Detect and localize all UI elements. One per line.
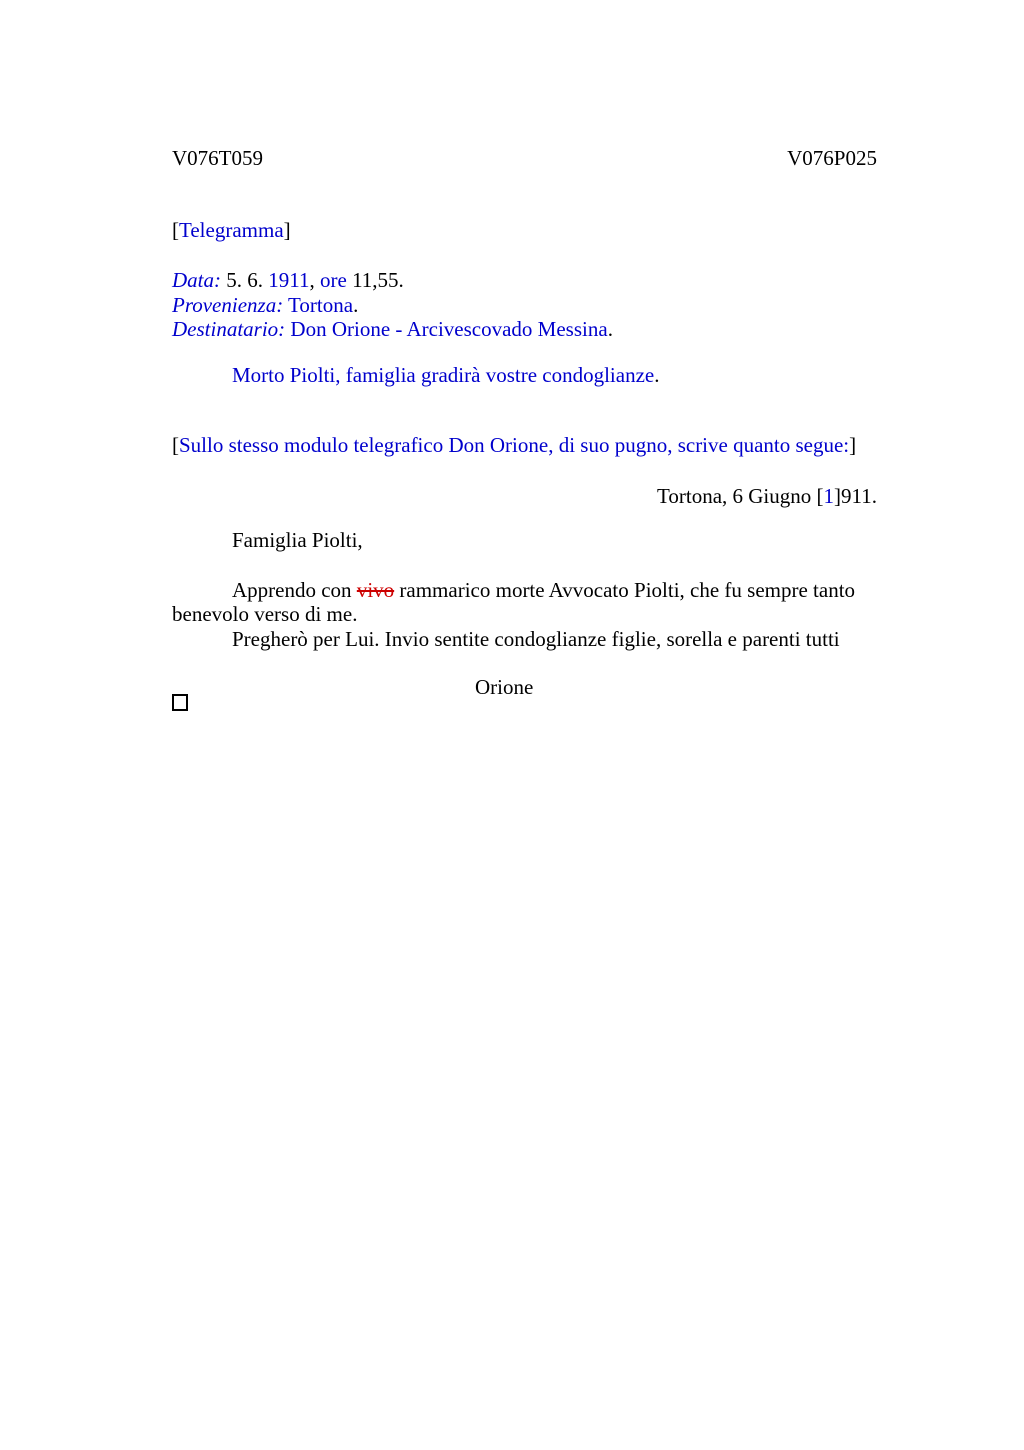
body-paragraph-1: [172, 578, 877, 627]
destinatario-label: Destinatario:: [172, 317, 286, 341]
dateline: [172, 484, 877, 509]
destinatario-value: Don Orione - Arcivescovado Messina: [285, 317, 608, 341]
editor-note: [172, 433, 877, 458]
editor-note-text: Sullo stesso modulo telegrafico Don Orione, di suo pugno, scrive quanto segue:: [179, 433, 850, 457]
bracket-close: ]: [834, 483, 842, 508]
period: .: [654, 362, 660, 387]
struck-word: vivo: [356, 577, 395, 602]
bracket-close: ]: [283, 217, 291, 242]
provenienza-line: [172, 293, 877, 318]
doc-code-left: V076T059: [172, 146, 263, 170]
telegramma-label: Telegramma: [179, 217, 284, 242]
period: .: [353, 292, 359, 317]
data-value-part: 5. 6.: [221, 268, 269, 292]
data-label: Data:: [172, 268, 221, 292]
provenienza-label: Provenienza:: [172, 292, 284, 317]
signature: Orione: [475, 675, 534, 699]
empty-square-icon: [172, 694, 188, 711]
telegramma-heading: [172, 218, 877, 243]
data-value-part: ore: [314, 268, 347, 292]
paragraph-text: Apprendo con: [232, 577, 357, 602]
telegram-message: [172, 363, 877, 388]
data-value-part: ,: [309, 268, 315, 292]
bracket-close: ]: [849, 433, 857, 457]
data-value-part: 1911: [268, 268, 310, 292]
doc-code-right: V076P025: [787, 146, 877, 170]
dateline-rest: 911.: [841, 483, 877, 508]
bracket-open: [: [172, 433, 179, 457]
body-paragraph-2: Pregherò per Lui. Invio sentite condoglianze figlie, sorella e parenti tutti: [232, 626, 840, 651]
header-codes: [172, 146, 877, 171]
paragraph-text: rammarico morte Avvocato Piolti, che fu sempre tanto benevolo verso di me.: [172, 577, 856, 626]
salutation: Famiglia Piolti,: [232, 528, 363, 552]
telegram-metadata: [172, 268, 877, 342]
data-line: [172, 268, 877, 293]
bracket-open: [: [172, 217, 179, 242]
telegram-message-text: Morto Piolti, famiglia gradirà vostre condoglianze: [232, 362, 655, 387]
period: .: [607, 317, 613, 341]
provenienza-value: Tortona: [283, 292, 354, 317]
dateline-pre: Tortona, 6 Giugno: [657, 483, 817, 508]
dateline-digit: 1: [823, 483, 835, 508]
data-value-part: 11,55.: [346, 268, 404, 292]
destinatario-line: [172, 317, 877, 342]
document-page: [172, 0, 877, 716]
bracket-open: [: [816, 483, 824, 508]
